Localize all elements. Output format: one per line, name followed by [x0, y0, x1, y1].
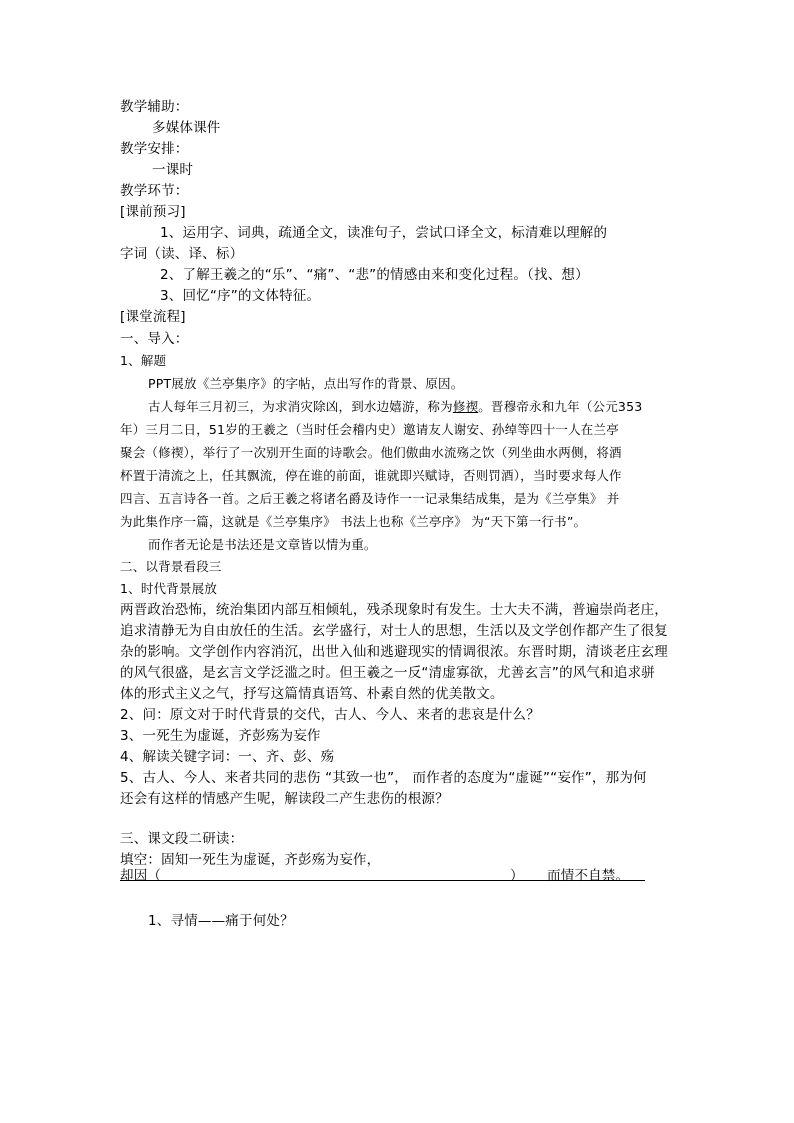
flow-heading: [课堂流程] — [120, 309, 186, 325]
intro-text: 。晋穆帝永和九年（公元353 — [478, 399, 643, 414]
intro-underlined-word: 修禊 — [452, 399, 479, 414]
intro-paragraph-line: 年）三月二日，51岁的王羲之（当时任会稽内史）邀请友人谢安、孙绰等四十一人在兰亭 — [120, 422, 619, 437]
teaching-arrangement-heading: 教学安排： — [120, 141, 189, 157]
intro-paragraph-line: 聚会（修禊），举行了一次别开生面的诗歌会。他们傲曲水流殇之饮（列坐曲水两侧，将酒 — [120, 445, 622, 460]
fill-in-blank-end: ） — [510, 868, 524, 884]
reading-heading: 三、课文段二研读： — [120, 831, 244, 847]
intro-paragraph-line — [148, 397, 642, 417]
teaching-aid-heading: 教学辅助： — [120, 99, 189, 115]
teaching-steps-heading: 教学环节： — [120, 183, 189, 199]
background-paragraph-line: 体的形式主义之气，抒写这篇情真语笃、朴素自然的优美散文。 — [120, 686, 504, 702]
fill-in-blank-tail: 而情不自禁。 — [547, 868, 630, 884]
intro-ppt-line: PPT展放《兰亭集序》的字帖，点出写作的背景、原因。 — [148, 376, 464, 391]
intro-heading: 一、导入： — [120, 331, 189, 347]
background-item-4: 4、解读关键字词：一、齐、彭、殇 — [120, 749, 335, 765]
background-item-3: 3、一死生为虚诞，齐彭殇为妄作 — [120, 728, 321, 744]
intro-text: 古人每年三月初三，为求消灾除凶，到水边嬉游，称为 — [148, 399, 453, 414]
background-item-5: 5、古人、今人、来者共同的悲伤 “其致一也”， 而作者的态度为“虚诞”“妄作”，那为何 — [120, 770, 647, 786]
intro-conclusion: 而作者无论是书法还是文章皆以情为重。 — [148, 537, 377, 552]
background-paragraph-line: 的风气很盛，是玄言文学泛滥之时。但王羲之一反“清虚寡欲，尤善玄言”的风气和追求骈 — [120, 665, 655, 681]
preview-item-1: 1、运用字、词典，疏通全文，读准句子，尝试口译全文，标清难以理解的 — [160, 225, 608, 241]
reading-question-1: 1、寻情——痛于何处？ — [148, 913, 294, 929]
teaching-aid-value: 多媒体课件 — [152, 120, 221, 136]
fill-in-blank-start: 却因（ — [120, 868, 162, 884]
background-item-5-cont: 还会有这样的情感产生呢，解读段二产生悲伤的根源？ — [120, 791, 449, 807]
intro-item-1: 1、解题 — [120, 353, 167, 368]
teaching-arrangement-value: 一课时 — [152, 162, 194, 178]
preview-item-3: 3、回忆“序”的文体特征。 — [160, 288, 321, 304]
background-paragraph-line: 两晋政治恐怖，统治集团内部互相倾轧，残杀现象时有发生。士大夫不满，普遍崇尚老庄， — [120, 602, 668, 618]
preview-item-2: 2、了解王羲之的“乐”、“痛”、“悲”的情感由来和变化过程。（找、想） — [160, 267, 589, 283]
preview-item-1-cont: 字词（读、译、标） — [120, 246, 244, 262]
fill-in-prompt: 填空：固知一死生为虚诞，齐彭殇为妄作， — [120, 852, 381, 868]
background-paragraph-line: 追求清静无为自由放任的生活。玄学盛行，对士人的思想，生活以及文学创作都产生了很复 — [120, 623, 668, 639]
background-heading: 二、以背景看段三 — [120, 559, 222, 574]
background-item-1: 1、时代背景展放 — [120, 581, 218, 596]
preview-heading: [课前预习] — [120, 204, 186, 220]
intro-paragraph-line: 四言、五言诗各一首。之后王羲之将诸名爵及诗作一一记录集结成集，是为《兰亭集》 并 — [120, 491, 620, 506]
background-item-2: 2、问：原文对于时代背景的交代，古人、今人、来者的悲哀是什么？ — [120, 707, 540, 723]
intro-paragraph-line: 杯置于清流之上，任其飘流，停在谁的前面，谁就即兴赋诗，否则罚酒），当时要求每人作 — [120, 468, 622, 483]
intro-paragraph-line: 为此集作序一篇，这就是《兰亭集序》 书法上也称《兰亭序》 为“天下第一行书”。 — [120, 514, 587, 529]
background-paragraph-line: 杂的影响。文学创作内容消沉，出世入仙和逃避现实的情调很浓。东晋时期，清谈老庄玄理 — [120, 644, 668, 660]
